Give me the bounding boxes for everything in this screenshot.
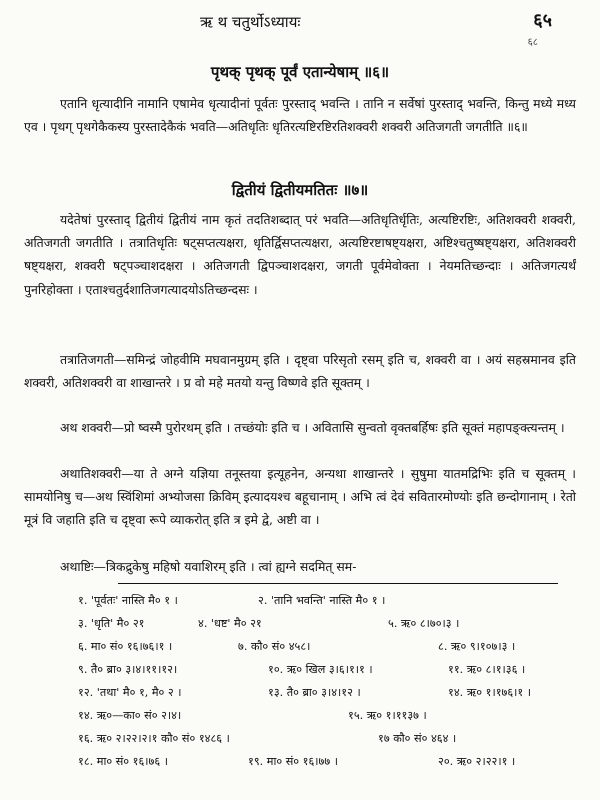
footnote-row xyxy=(38,590,578,613)
footnote: ३. 'धृति' मै० २१ xyxy=(78,617,145,630)
page-number: ६५ xyxy=(533,10,552,31)
footnote: ७. कौ० सं० ४५८। xyxy=(238,640,311,653)
footnote: ११. ऋ० ८।१।३६ । xyxy=(448,663,526,676)
footnote: १९. मा० सं० १६।७७ । xyxy=(248,755,338,768)
corner-mark: ६८ xyxy=(527,37,538,48)
footnote: २०. ऋ० २।२२।१ । xyxy=(438,755,516,768)
footnote: ४. 'धष्ट' मै० २१ xyxy=(198,617,262,630)
commentary-para-5: अथातिशक्वरी—या ते अग्ने यज्ञिया तनूस्तया इत्यूहनेन, अन्यथा शाखान्तरे । सुषुमा यातमद्रिभिः इति च सूक्तम् । सामयोनिषु च—अथ स्विंशिमां अभ्योजसा क्रिविम् इत्यादयश्च बहूचानाम् । अभि त्वं देवं सवितारमोण्योः इति छन्दोगानाम् । रेतो मूत्रं वि जहाति इति च दृष्ट्वा रूपे व्याकरोत् इति त्र इमे द्वे, अष्टी वा । xyxy=(24,466,576,528)
commentary-para-1: एतानि धृत्यादीनि नामानि एषामेव धृत्यादीनां पूर्वतः पुरस्ताद् भवन्ति । तानि न सर्वेषां पुरस्ताद् भवन्ति, किन्तु मध्ये मध्य एव । पृथग् पृथगेकैकस्य पुरस्तादेकैकं भवति—अतिधृतिः धृतिरत्यष्टिरष्टिरतिशक्वरी शक्वरी अतिजगती जगतीति ॥६॥ xyxy=(24,96,576,135)
footnote-row xyxy=(38,751,578,774)
footnote: १३. तै० ब्रा० ३।४।१२ । xyxy=(268,686,361,699)
footnote-row xyxy=(38,705,578,728)
footnote-divider xyxy=(118,583,558,584)
footnote: १८. मा० सं० १६।७६ । xyxy=(78,755,168,768)
footnote-row xyxy=(38,682,578,705)
footnote: १४. ऋ० १।१७६।१ । xyxy=(448,686,532,699)
footnote-row xyxy=(38,659,578,682)
footnote: १५. ऋ० १।११३७ । xyxy=(348,709,427,722)
footnote-row xyxy=(38,728,578,751)
commentary-para-6: अथाष्टिः—त्रिकद्रुकेषु महिषो यवाशिरम् इति । त्वां ह्यग्ने सदमित् सम- xyxy=(60,559,357,574)
footnote: १६. ऋ० २।२२।२।१ कौ० सं० १४८६ । xyxy=(78,732,230,745)
sutra-6-heading: पृथक् पृथक् पूर्वं एतान्येषाम् ॥६॥ xyxy=(210,63,390,81)
footnote: १०. ऋ० खिल ३।६।१।१ । xyxy=(268,663,373,676)
footnote: ९. तै० ब्रा० ३।४।११।१२। xyxy=(78,663,178,676)
chapter-title: ऋ थ चतुर्थोऽध्यायः xyxy=(200,13,301,31)
footnote: १७ कौ० सं० ४६४ । xyxy=(378,732,457,745)
commentary-para-2: यदेतेषां पुरस्ताद् द्वितीयं द्वितीयं नाम कृतं तदतिशब्दात् परं भवति—अतिधृतिर्धृतिः, अत्यष्टिरष्टिः, अतिशक्वरी शक्वरी, अतिजगती जगतीति । तत्रातिधृतिः षट्सप्तत्यक्षरा, धृतिर्द्विसप्तत्यक्षरा, अत्यष्टिरष्टाषष्ट्यक्षरा, अष्टिश्चतुष्षष्ट्यक्षरा, अतिशक्वरी षष्ट्यक्षरा, शक्वरी षट्पञ्चाशदक्षरा । अतिजगती द्विपञ्चाशदक्षरा, जगती पूर्वमेवोक्ता । नेयमतिच्छन्दाः । अतिजगत्यर्थं पुनरिहोक्ता । एताश्चतुर्दशातिजगत्यादयोऽतिच्छन्दसः । xyxy=(24,212,576,297)
footnote: ६. मा० सं० १६।७६।१ । xyxy=(78,640,173,653)
footnote: ८. ऋ० ९।१०७।३ । xyxy=(438,640,516,653)
commentary-para-3: तत्रातिजगती—समिन्द्रं जोहवीमि मघवानमुग्रम् इति । दृष्ट्वा परिसृतो रसम् इति च, शक्वरी वा । अयं सहस्रमानव इति शक्वरी, अतिशक्वरी वा शाखान्तरे । प्र वो महे मतयो यन्तु विष्णवे इति सूक्तम् । xyxy=(24,352,576,391)
footnote-row xyxy=(38,613,578,636)
footnote: १. 'पूर्वतः' नास्ति मै० १ । xyxy=(78,594,178,607)
footnote: २. 'तानि भवन्ति' नास्ति मै० १ । xyxy=(258,594,386,607)
sutra-7-heading: द्वितीयं द्वितीयमतितः ॥७॥ xyxy=(231,181,369,199)
footnote: १४. ऋ०—का० सं० २।४। xyxy=(78,709,182,722)
footnote: १२. 'तथा' मै० १, मै० २ । xyxy=(78,686,182,699)
footnote-row xyxy=(38,636,578,659)
running-header xyxy=(0,6,600,48)
footnotes xyxy=(38,590,578,774)
footnote: ५. ऋ० ८।७०।३ । xyxy=(388,617,460,630)
commentary-para-4: अथ शक्वरी—प्रो ष्वस्मै पुरोरथम् इति । तच्छंयोः इति च । अवितासि सुन्वतो वृक्तबर्हिषः इति सूक्तं महापङ्क्त्यन्तम् । xyxy=(60,420,565,435)
